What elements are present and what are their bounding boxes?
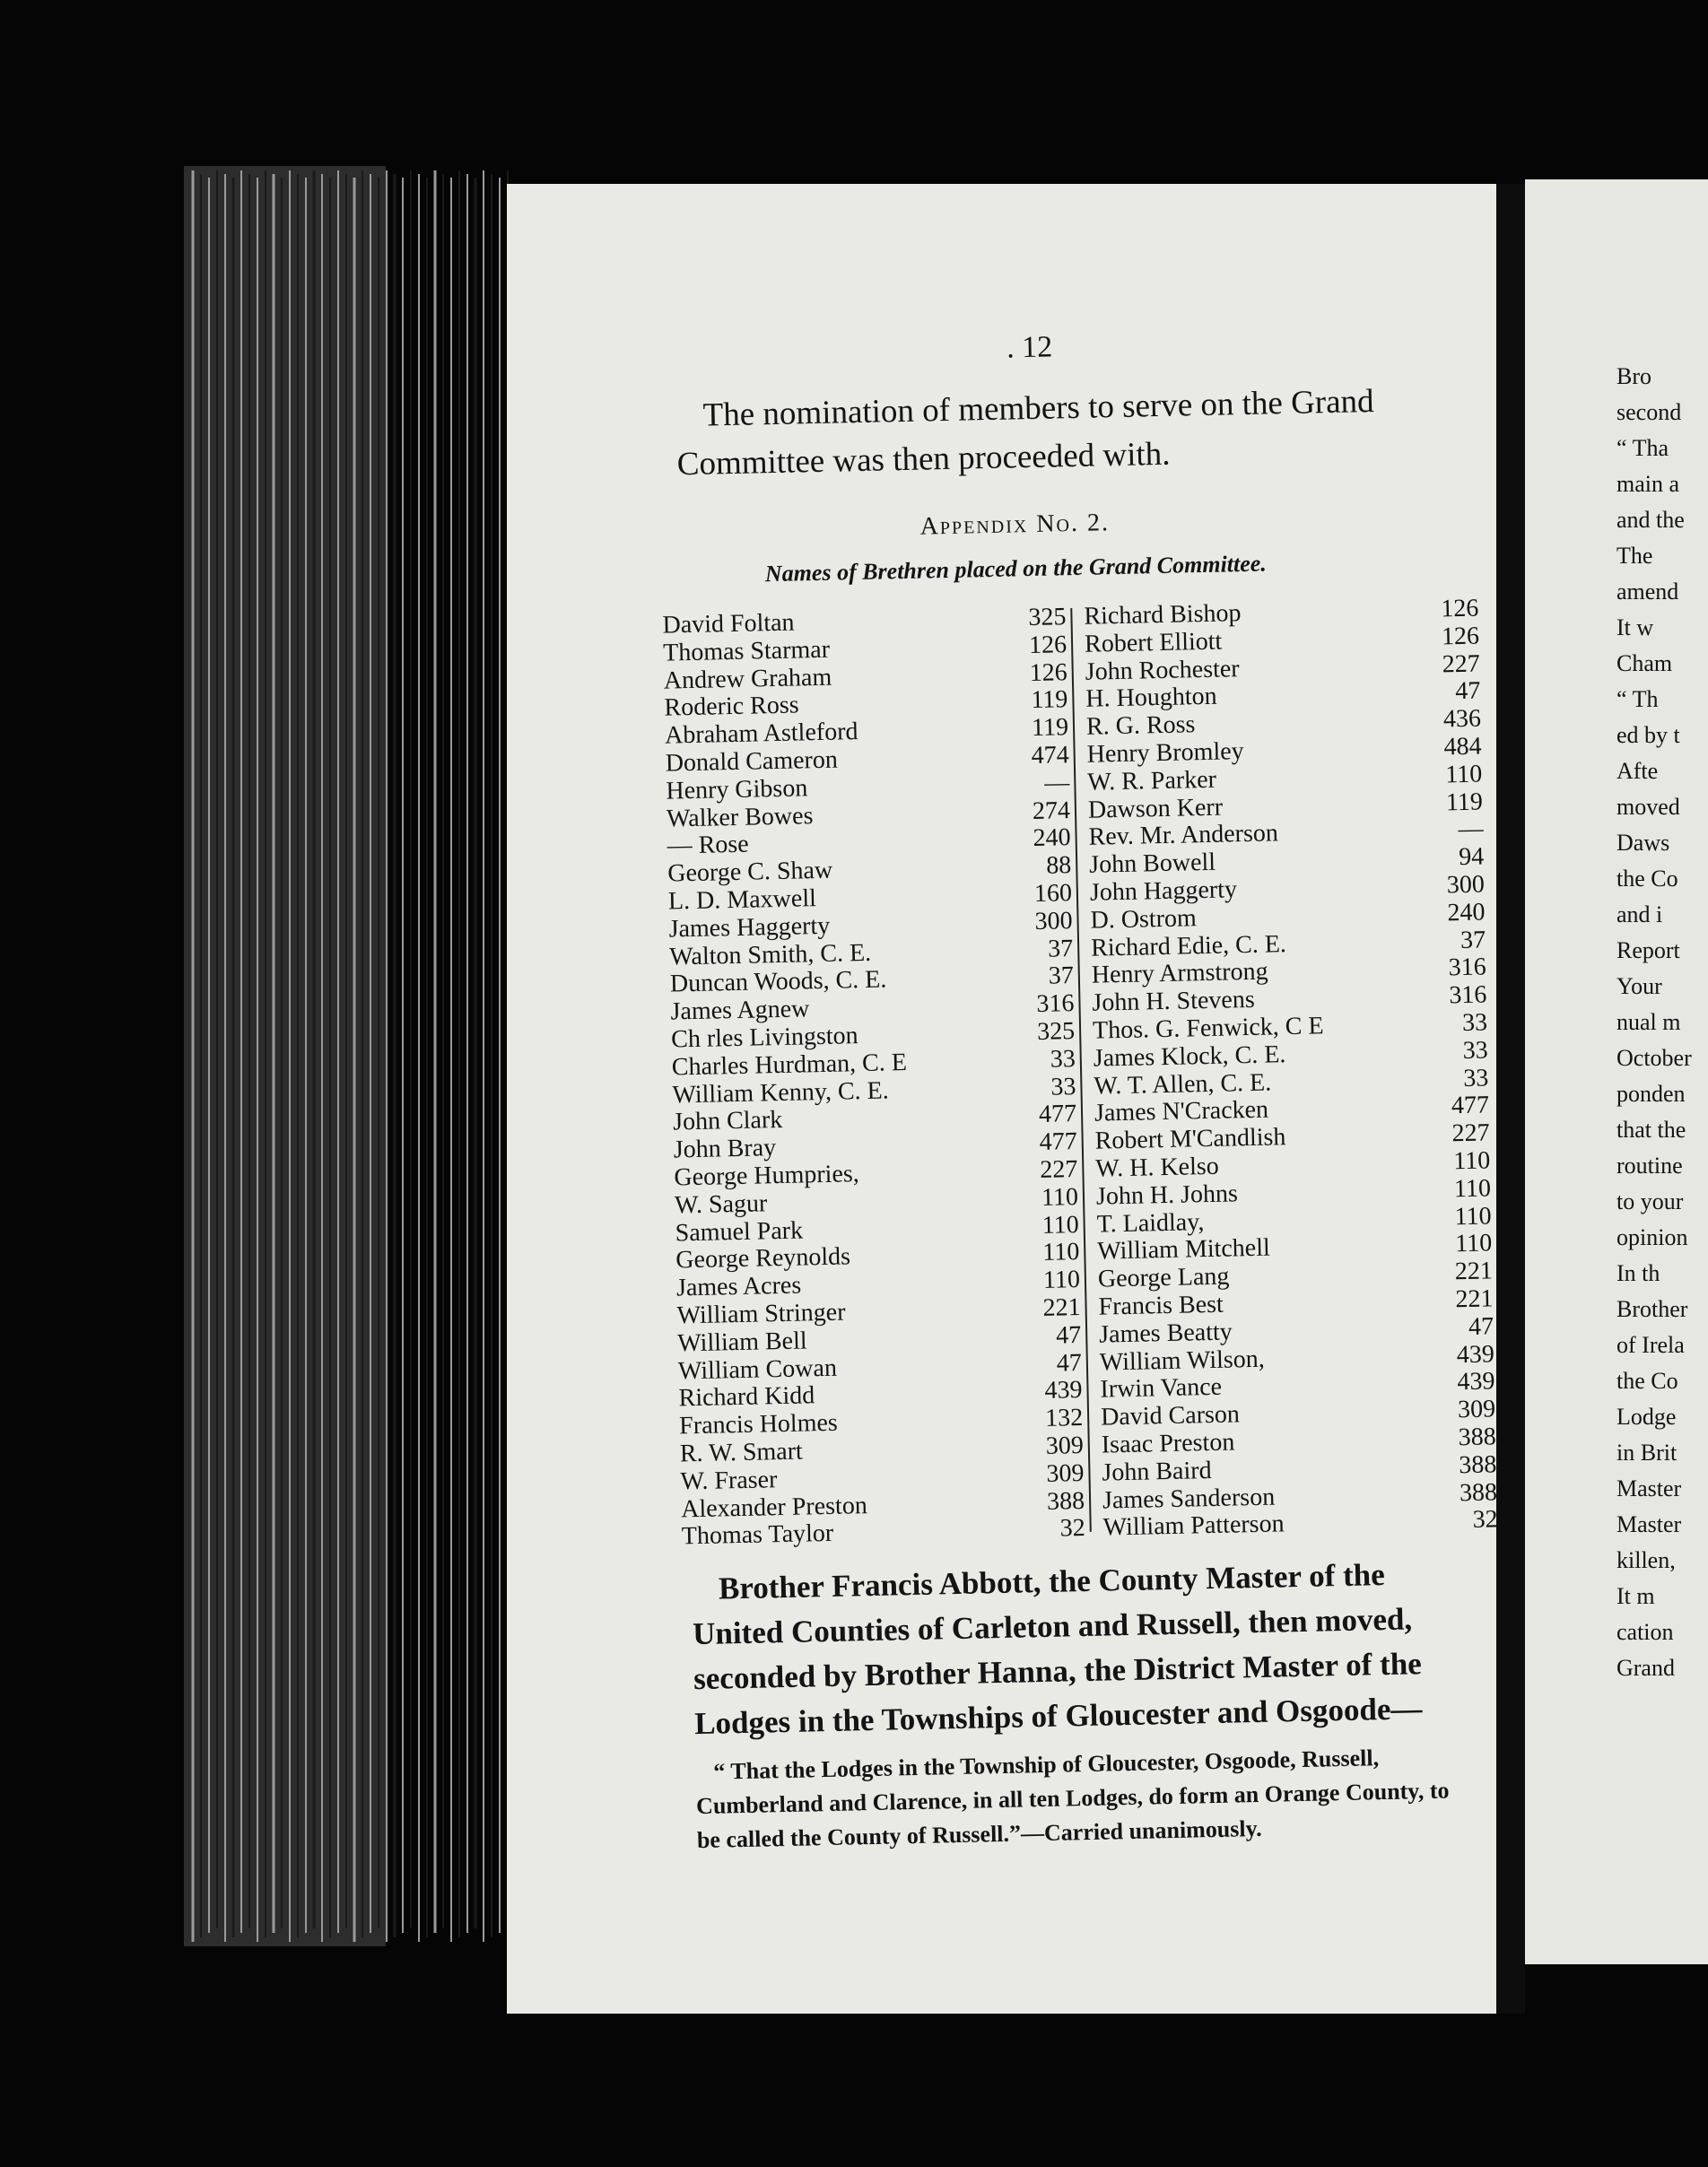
next-page-line: Report — [1616, 937, 1680, 963]
next-page-line: moved — [1616, 794, 1680, 820]
next-page-line: in Brit — [1616, 1440, 1678, 1466]
member-name: W. Sagur — [674, 1189, 768, 1220]
lodge-number: 47 — [1055, 1320, 1082, 1350]
lodge-number: 221 — [1454, 1257, 1494, 1286]
lodge-number: 439 — [1044, 1376, 1083, 1406]
next-page-line: October — [1616, 1045, 1692, 1071]
lodge-number: 316 — [1449, 980, 1487, 1010]
lodge-number: 300 — [1034, 906, 1073, 936]
next-page-line: “ Tha — [1616, 435, 1669, 461]
member-name: W. H. Kelso — [1095, 1152, 1220, 1183]
lodge-number: 325 — [1036, 1017, 1076, 1046]
next-page-line: opinion — [1616, 1224, 1688, 1250]
next-page-line: the Co — [1616, 866, 1678, 892]
lodge-number: 132 — [1044, 1404, 1084, 1432]
next-page-line: routine — [1616, 1153, 1683, 1179]
member-name: Roderic Ross — [664, 691, 799, 722]
lodge-number: 436 — [1442, 704, 1482, 734]
lodge-number: 484 — [1443, 732, 1482, 761]
lodge-number: 325 — [1028, 603, 1067, 632]
lodge-number: 37 — [1460, 926, 1486, 954]
lodge-number: 388 — [1459, 1477, 1498, 1507]
next-page-line: Daws — [1616, 830, 1670, 856]
member-name: Henry Gibson — [666, 774, 808, 805]
lodge-number: 110 — [1444, 760, 1483, 789]
lodge-number: 474 — [1031, 741, 1070, 770]
member-name: Charles Hurdman, C. E — [671, 1048, 908, 1082]
member-name: John Baird — [1102, 1456, 1212, 1487]
lodge-number: 110 — [1042, 1266, 1081, 1294]
member-name: Richard Bishop — [1084, 599, 1242, 631]
member-name: H. Houghton — [1085, 683, 1217, 714]
next-page-line: Master — [1616, 1475, 1682, 1501]
lodge-number: 221 — [1042, 1292, 1081, 1322]
member-name: George Humpries, — [674, 1160, 860, 1192]
lodge-number: 33 — [1050, 1044, 1076, 1074]
member-name: William Patterson — [1102, 1510, 1285, 1542]
page-text — [556, 241, 1498, 1964]
next-page-line: amend — [1616, 579, 1679, 605]
member-name: Rev. Mr. Anderson — [1088, 819, 1279, 852]
member-name: Walton Smith, C. E. — [668, 938, 872, 971]
lodge-number: 274 — [1032, 796, 1071, 825]
next-page-line: Brother — [1616, 1296, 1688, 1322]
member-name: Irwin Vance — [1100, 1373, 1223, 1404]
member-name: Abraham Astleford — [664, 718, 858, 750]
next-page-line: Your — [1616, 973, 1662, 999]
member-name: David Foltan — [662, 608, 795, 640]
member-name: Francis Holmes — [678, 1408, 839, 1440]
member-name: — Rose — [667, 831, 750, 860]
member-name: Ch rles Livingston — [670, 1022, 858, 1054]
lodge-number: 110 — [1042, 1238, 1080, 1267]
member-name: John Clark — [672, 1106, 783, 1136]
member-name: William Kenny, C. E. — [672, 1075, 890, 1110]
lodge-number: 32 — [1472, 1505, 1498, 1535]
lodge-number: 227 — [1040, 1154, 1078, 1184]
member-name: David Carson — [1100, 1400, 1241, 1432]
lodge-number: 309 — [1457, 1395, 1496, 1424]
next-page-line: ponden — [1616, 1081, 1686, 1107]
member-name: Robert M'Candlish — [1094, 1123, 1286, 1155]
member-name: John H. Johns — [1095, 1179, 1239, 1211]
member-name: Samuel Park — [675, 1216, 804, 1247]
member-name: William Cowan — [677, 1353, 838, 1385]
lodge-number: 388 — [1046, 1486, 1085, 1516]
lodge-number: 126 — [1441, 594, 1479, 623]
member-name: John Bray — [673, 1134, 777, 1164]
member-name: Thomas Starmar — [662, 635, 831, 667]
lodge-number: 316 — [1448, 953, 1487, 982]
member-name: R. G. Ross — [1085, 710, 1196, 741]
lodge-number: 316 — [1036, 989, 1075, 1019]
member-name: Thos. G. Fenwick, C E — [1092, 1012, 1324, 1045]
next-page-line: of Irela — [1616, 1332, 1685, 1358]
member-name: Henry Armstrong — [1091, 957, 1268, 990]
lodge-number: 119 — [1445, 788, 1484, 816]
member-name: John Haggerty — [1089, 875, 1238, 907]
next-page-line: main a — [1616, 471, 1680, 497]
lodge-number: 33 — [1461, 1008, 1488, 1037]
lodge-number: 477 — [1038, 1100, 1077, 1129]
motion-paragraph: Brother Francis Abbott, the County Master of the United Counties of Carleton and Russell, then moved, seconded by Brother Hanna, the District Master of the Lodges in the Townships of Gloucester and Osgoode— — [692, 1556, 1423, 1742]
lodge-number: 119 — [1031, 713, 1069, 743]
lodge-number: 88 — [1045, 851, 1072, 880]
next-page-line: second — [1616, 399, 1682, 425]
member-name: D. Ostrom — [1090, 903, 1198, 935]
next-page-line: The — [1616, 543, 1653, 569]
lodge-number: 37 — [1048, 962, 1075, 991]
lodge-number: 388 — [1458, 1423, 1497, 1452]
lodge-number: 110 — [1454, 1201, 1492, 1231]
next-page-line: killen, — [1616, 1547, 1676, 1573]
member-name: John H. Stevens — [1092, 986, 1255, 1017]
next-page-line: cation — [1616, 1619, 1674, 1645]
member-name: George C. Shaw — [667, 856, 833, 888]
next-page-line: Grand — [1616, 1655, 1675, 1681]
lodge-number: 477 — [1039, 1127, 1078, 1157]
member-name: Henry Bromley — [1086, 737, 1244, 769]
member-name: W. Fraser — [680, 1465, 778, 1496]
lodge-number: 126 — [1441, 622, 1480, 651]
lodge-number: 240 — [1447, 898, 1486, 927]
next-page-line: Afte — [1616, 758, 1659, 784]
member-name: James Acres — [675, 1271, 802, 1302]
lodge-number: 47 — [1468, 1312, 1494, 1341]
lodge-number: 94 — [1458, 842, 1485, 872]
next-page-line: and the — [1616, 507, 1685, 533]
next-page-line: It w — [1616, 614, 1654, 640]
lodge-number: 119 — [1031, 685, 1068, 715]
intro-paragraph: The nomination of members to serve on the Grand Committee was then proceeded with. — [676, 382, 1374, 483]
right-name-column — [1084, 596, 1498, 1543]
next-page-line: to your — [1616, 1188, 1684, 1214]
member-name: John Rochester — [1085, 654, 1240, 686]
member-name: William Mitchell — [1096, 1233, 1271, 1266]
member-name: George Lang — [1097, 1262, 1230, 1293]
lodge-number: 110 — [1452, 1146, 1491, 1176]
appendix-title: Appendix No. 2. — [919, 509, 1111, 541]
lodge-number: 300 — [1446, 870, 1486, 900]
member-name: George Reynolds — [675, 1242, 851, 1275]
lodge-number: — — [1458, 814, 1484, 844]
lodge-number: 126 — [1029, 657, 1068, 687]
lodge-number: 240 — [1033, 823, 1071, 853]
member-name: Donald Cameron — [665, 745, 839, 778]
member-name: Dawson Kerr — [1087, 793, 1224, 824]
next-page-line: nual m — [1616, 1009, 1681, 1035]
member-name: William Wilson, — [1099, 1345, 1266, 1377]
member-name: Francis Best — [1098, 1290, 1224, 1321]
member-name: Robert Elliott — [1084, 627, 1223, 658]
lodge-number: 47 — [1056, 1348, 1083, 1378]
member-name: W. T. Allen, C. E. — [1094, 1068, 1272, 1101]
member-name: James N'Cracken — [1094, 1095, 1269, 1127]
member-name: Thomas Taylor — [681, 1519, 834, 1551]
names-heading: Names of Brethren placed on the Grand Committee. — [764, 550, 1268, 587]
next-page-line: In th — [1616, 1260, 1660, 1286]
member-name: W. R. Parker — [1086, 765, 1217, 796]
lodge-number: 47 — [1454, 676, 1481, 706]
member-name: Richard Kidd — [678, 1381, 815, 1413]
name-row — [1102, 1507, 1498, 1543]
next-page-line: and i — [1616, 901, 1663, 927]
lodge-number: 33 — [1050, 1072, 1076, 1101]
member-name: Duncan Woods, C. E. — [669, 965, 887, 998]
next-page-line: It m — [1616, 1583, 1655, 1609]
member-name: James Sanderson — [1102, 1483, 1276, 1515]
member-name: Andrew Graham — [663, 663, 832, 695]
next-page-line: the Co — [1616, 1368, 1678, 1394]
member-name: William Bell — [676, 1327, 807, 1358]
member-name: James Agnew — [670, 995, 810, 1026]
page-number: . 12 — [1006, 330, 1053, 365]
lodge-number: 221 — [1455, 1284, 1494, 1314]
member-name: L. D. Maxwell — [667, 884, 817, 916]
member-name: T. Laidlay, — [1096, 1207, 1205, 1239]
next-page-line: Cham — [1616, 650, 1673, 676]
lodge-number: 439 — [1456, 1339, 1495, 1369]
name-row — [682, 1515, 1086, 1551]
lodge-number: — — [1044, 768, 1070, 797]
member-name: Isaac Preston — [1101, 1428, 1235, 1459]
member-name: William Stringer — [676, 1298, 846, 1330]
lodge-number: 388 — [1459, 1450, 1497, 1479]
member-name: James Beatty — [1098, 1318, 1233, 1349]
lodge-number: 32 — [1059, 1514, 1086, 1543]
lodge-number: 160 — [1033, 879, 1073, 908]
lodge-number: 37 — [1047, 934, 1074, 963]
lodge-number: 33 — [1462, 1036, 1488, 1065]
next-page-line: that the — [1616, 1117, 1686, 1143]
next-page-fragments — [1616, 359, 1706, 1686]
next-page-line: “ Th — [1616, 686, 1659, 712]
lodge-number: 309 — [1045, 1431, 1085, 1460]
lodge-number: 110 — [1454, 1229, 1493, 1258]
lodge-number: 227 — [1451, 1118, 1490, 1148]
lodge-number: 126 — [1028, 630, 1068, 659]
next-page-line: ed by t — [1616, 722, 1680, 748]
member-name: Richard Edie, C. E. — [1090, 929, 1287, 962]
lodge-number: 110 — [1041, 1182, 1079, 1212]
next-page-line: Master — [1616, 1511, 1682, 1537]
lodge-number: 110 — [1041, 1210, 1079, 1240]
motion-quote: “ That the Lodges in the Township of Gloucester, Osgoode, Russell, Cumberland and Clarence, in all ten Lodges, do form an Orange County, to be called the County of Russell.”—Carried unanimously. — [695, 1745, 1450, 1854]
member-name: James Haggerty — [668, 911, 831, 944]
lodge-number: 439 — [1457, 1367, 1495, 1397]
member-name: Walker Bowes — [666, 801, 814, 833]
member-name: R. W. Smart — [679, 1437, 804, 1468]
member-name: John Bowell — [1088, 848, 1216, 879]
left-name-column — [662, 604, 1085, 1551]
member-name: James Klock, C. E. — [1093, 1040, 1286, 1073]
member-name: Alexander Preston — [680, 1491, 868, 1523]
lodge-number: 33 — [1462, 1063, 1489, 1092]
lodge-number: 227 — [1442, 649, 1480, 679]
lodge-number: 110 — [1453, 1174, 1492, 1203]
lodge-number: 477 — [1451, 1091, 1490, 1120]
next-page-line: Lodge — [1616, 1404, 1677, 1430]
lodge-number: 309 — [1046, 1458, 1085, 1488]
next-page-line: Bro — [1616, 363, 1651, 389]
